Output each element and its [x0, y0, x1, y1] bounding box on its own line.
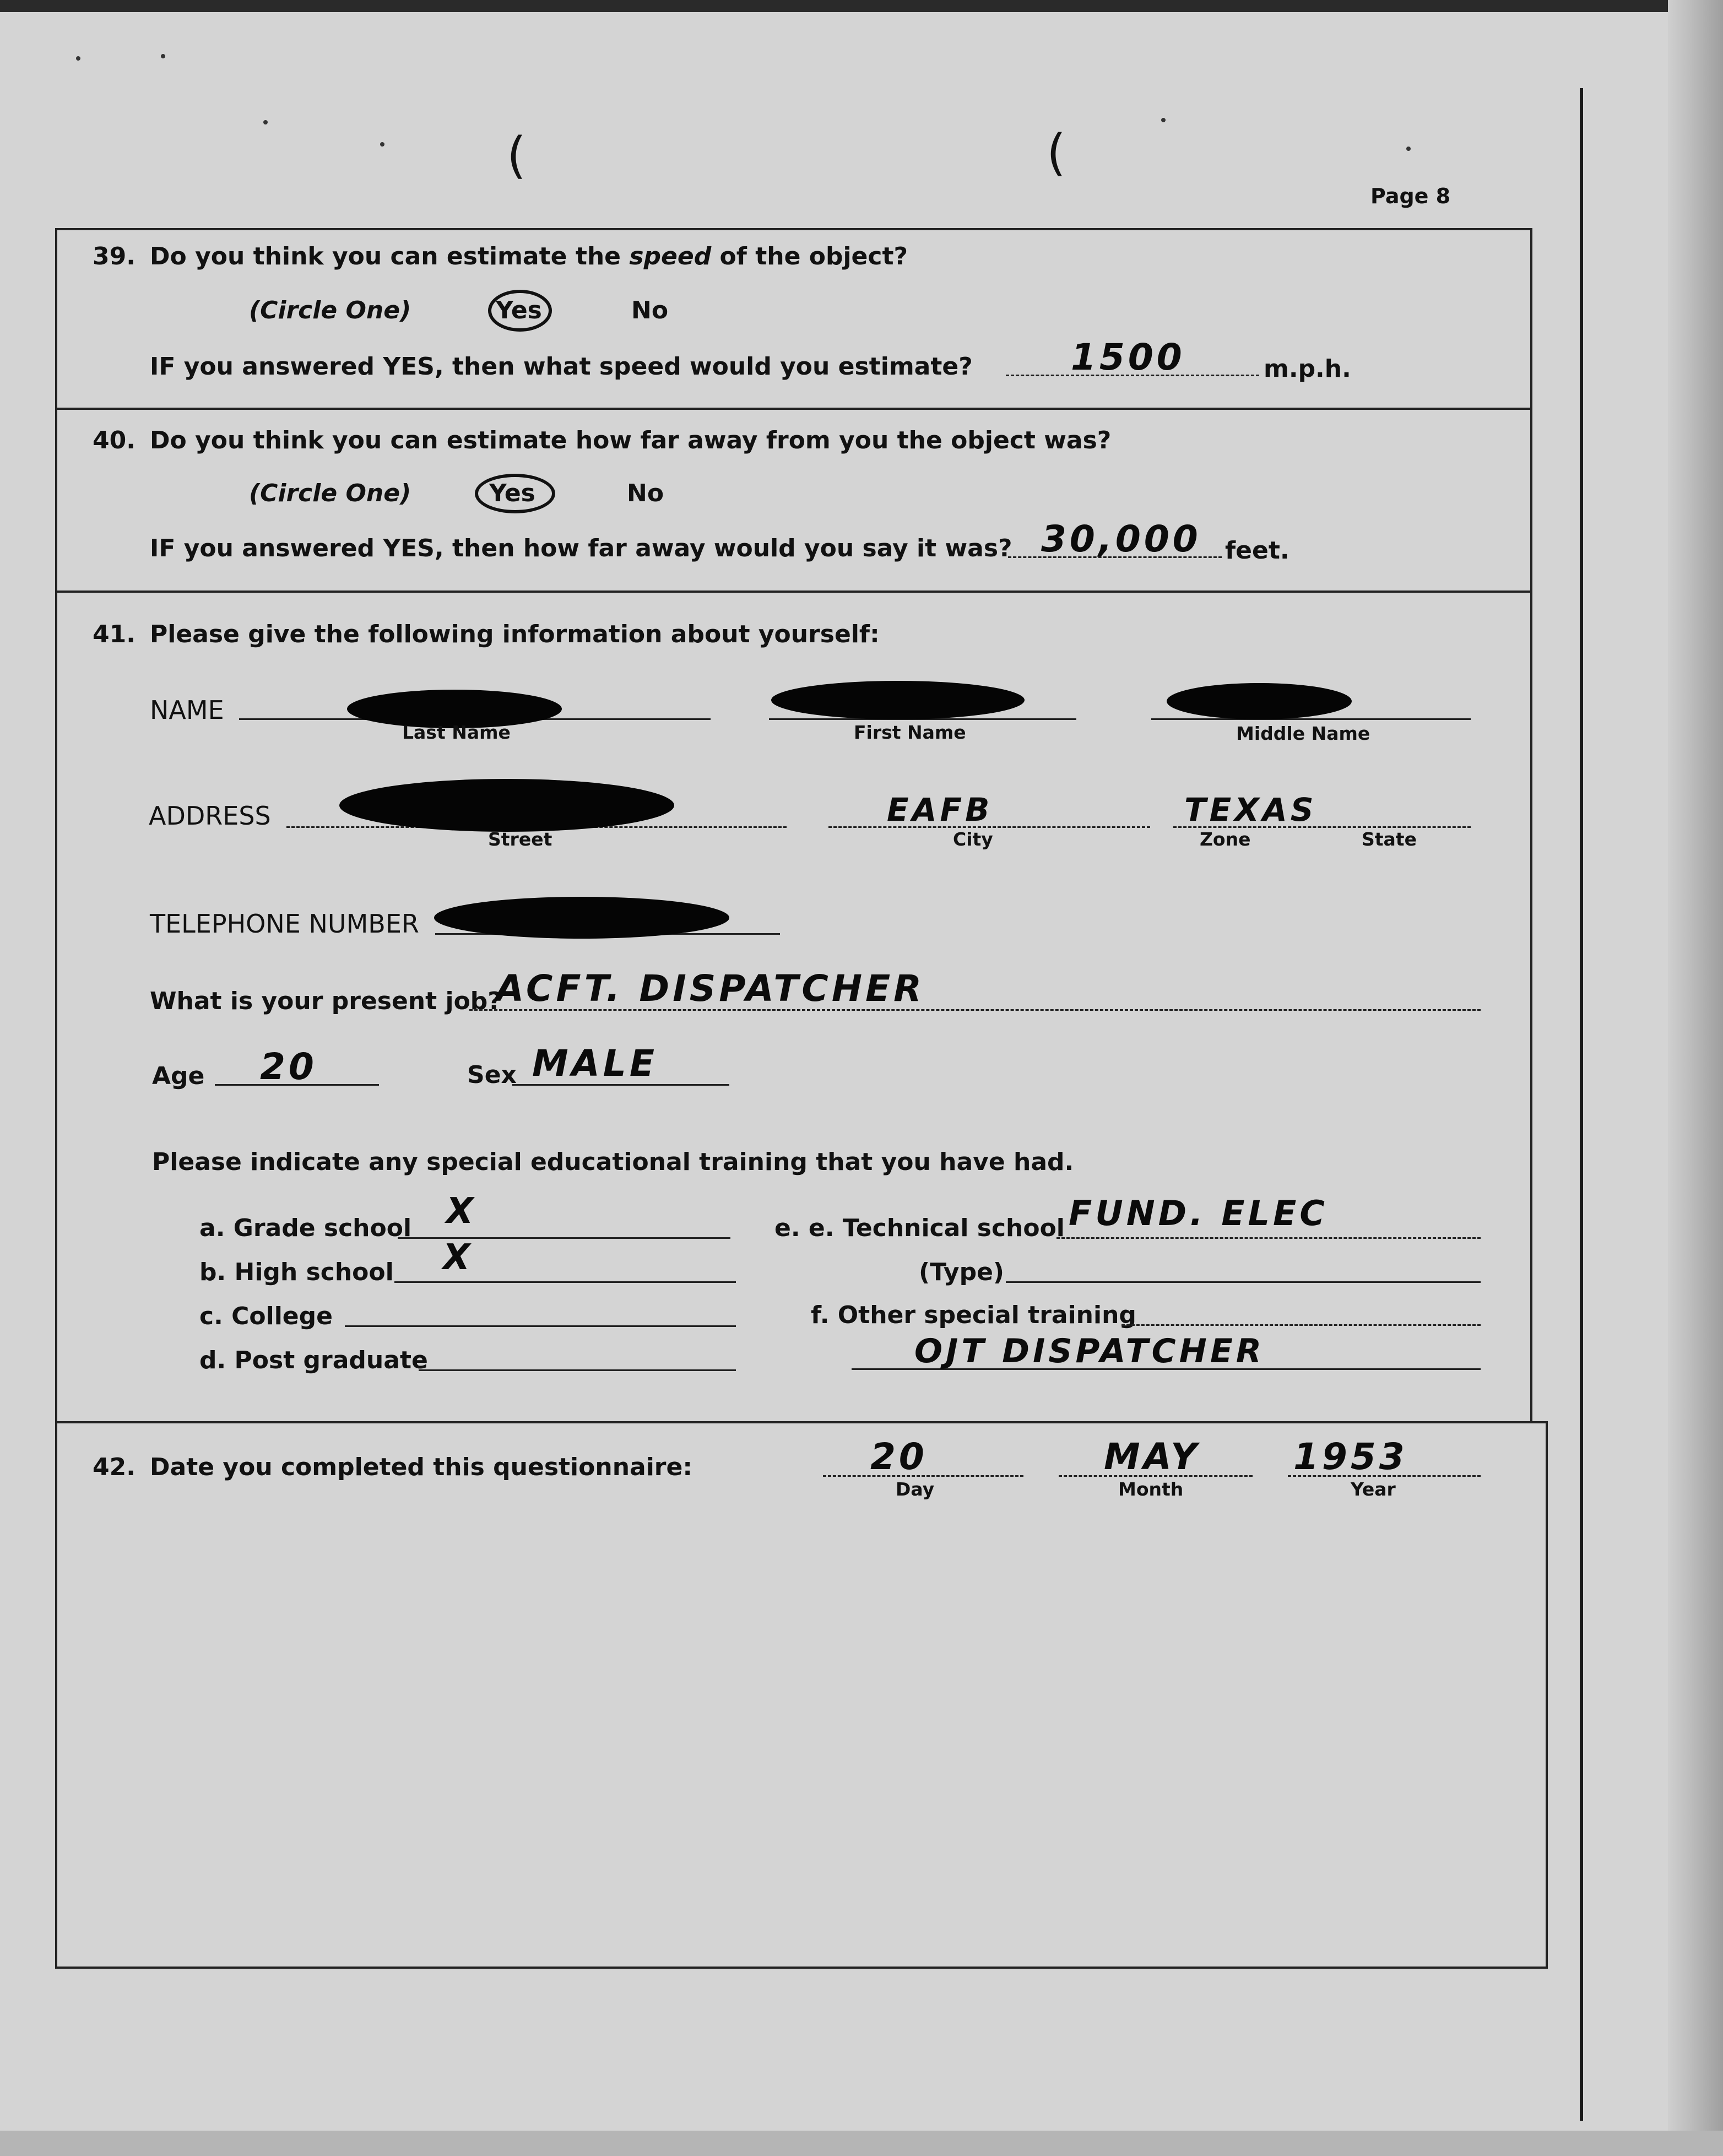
- scan-speck: [1161, 118, 1166, 122]
- high-school-label: b. High school: [199, 1258, 394, 1286]
- city-value[interactable]: EAFB: [887, 791, 993, 828]
- middle-name-caption: Middle Name: [1236, 723, 1370, 744]
- q39-prompt-end: of the object?: [719, 242, 908, 270]
- education-prompt: Please indicate any special educational training that you have had.: [152, 1148, 1074, 1176]
- scan-top-edge: [0, 0, 1723, 12]
- q40-unit: feet.: [1225, 537, 1289, 565]
- last-name-caption: Last Name: [402, 722, 511, 743]
- q39-prompt-emphasis: speed: [629, 242, 712, 270]
- q39-followup: IF you answered YES, then what speed would you estimate?: [150, 353, 973, 381]
- binder-hole-mark: (: [1047, 124, 1066, 182]
- month-caption: Month: [1118, 1478, 1184, 1500]
- day-value[interactable]: 20: [870, 1435, 928, 1478]
- other-training-value[interactable]: OJT DISPATCHER: [914, 1332, 1265, 1370]
- age-label: Age: [152, 1062, 205, 1090]
- binder-hole-mark: (: [507, 127, 527, 185]
- high-school-mark[interactable]: X: [443, 1237, 474, 1278]
- form-left-border: [55, 228, 57, 1968]
- q39-number: 39.: [93, 242, 136, 270]
- q40-followup: IF you answered YES, then how far away would you say it was?: [150, 534, 1012, 562]
- address-label: ADDRESS: [149, 801, 271, 831]
- scan-speck: [263, 120, 268, 124]
- q39-yes-option[interactable]: Yes: [496, 296, 542, 324]
- q39-prompt: [150, 242, 908, 270]
- section-divider: [55, 408, 1532, 410]
- name-label: NAME: [150, 695, 224, 725]
- q39-answer[interactable]: 1500: [1071, 336, 1185, 378]
- college-label: c. College: [199, 1302, 333, 1330]
- first-name-caption: First Name: [854, 722, 966, 743]
- zone-value[interactable]: TEXAS: [1184, 791, 1317, 828]
- day-caption: Day: [896, 1478, 935, 1500]
- month-value[interactable]: MAY: [1104, 1435, 1200, 1478]
- job-value[interactable]: ACFT. DISPATCHER: [496, 967, 925, 1010]
- post-graduate-field[interactable]: [419, 1369, 736, 1371]
- scan-speck: [161, 54, 165, 58]
- post-graduate-label: d. Post graduate: [199, 1346, 428, 1374]
- q41-prompt: Please give the following information about yourself:: [150, 620, 880, 648]
- page-number: Page 8: [1370, 184, 1451, 208]
- zone-caption: Zone: [1200, 828, 1251, 850]
- q39-prompt-start: Do you think you can estimate the: [150, 242, 621, 270]
- technical-school-field[interactable]: [1056, 1237, 1481, 1239]
- telephone-label: TELEPHONE NUMBER: [150, 909, 419, 939]
- sex-value[interactable]: MALE: [532, 1042, 658, 1085]
- type-field[interactable]: [1006, 1281, 1481, 1283]
- q40-number: 40.: [93, 426, 136, 454]
- grade-school-mark[interactable]: X: [446, 1191, 477, 1232]
- scan-speck: [380, 142, 384, 147]
- q40-no-option[interactable]: No: [627, 479, 664, 507]
- scan-speck: [1406, 147, 1411, 151]
- q40-yes-option[interactable]: Yes: [489, 479, 535, 507]
- q39-no-option[interactable]: No: [631, 296, 669, 324]
- section-divider: [55, 1421, 1548, 1423]
- redaction-telephone: [434, 897, 729, 939]
- grade-school-label: a. Grade school: [199, 1214, 412, 1242]
- q40-prompt: Do you think you can estimate how far away from you the object was?: [150, 426, 1112, 454]
- q39-circle-one: (Circle One): [249, 296, 411, 324]
- q42-number: 42.: [93, 1453, 136, 1481]
- redaction-middle-name: [1167, 683, 1352, 719]
- year-caption: Year: [1351, 1478, 1396, 1500]
- technical-school-value[interactable]: FUND. ELEC: [1069, 1193, 1328, 1233]
- city-caption: City: [953, 828, 993, 850]
- street-caption: Street: [488, 828, 552, 850]
- state-caption: State: [1362, 828, 1417, 850]
- scan-right-edge: [1668, 0, 1723, 2156]
- middle-name-field[interactable]: [1151, 718, 1471, 720]
- redaction-first-name: [771, 681, 1025, 719]
- section-divider: [55, 591, 1532, 593]
- redaction-street: [339, 779, 674, 832]
- job-label: What is your present job?: [150, 987, 502, 1015]
- q42-prompt: Date you completed this questionnaire:: [150, 1453, 692, 1481]
- form-bottom-border: [55, 1967, 1548, 1969]
- q39-unit: m.p.h.: [1264, 355, 1351, 383]
- other-training-label: f. Other special training: [811, 1301, 1136, 1329]
- scan-speck: [76, 56, 80, 61]
- q41-number: 41.: [93, 620, 136, 648]
- technical-school-label: e. e. Technical school: [774, 1214, 1065, 1242]
- type-label: (Type): [919, 1258, 1005, 1286]
- q40-answer[interactable]: 30,000: [1041, 518, 1201, 560]
- q40-circle-one: (Circle One): [249, 479, 411, 507]
- sex-label: Sex: [467, 1061, 517, 1089]
- college-field[interactable]: [345, 1325, 736, 1327]
- age-value[interactable]: 20: [260, 1046, 317, 1088]
- form-right-border-lower: [1546, 1421, 1548, 1969]
- other-training-field[interactable]: [1121, 1324, 1481, 1326]
- page-margin-rule: [1580, 88, 1583, 2121]
- form-top-border: [55, 228, 1532, 230]
- scan-bottom-edge: [0, 2131, 1723, 2156]
- high-school-field[interactable]: [394, 1281, 736, 1283]
- year-value[interactable]: 1953: [1293, 1435, 1408, 1478]
